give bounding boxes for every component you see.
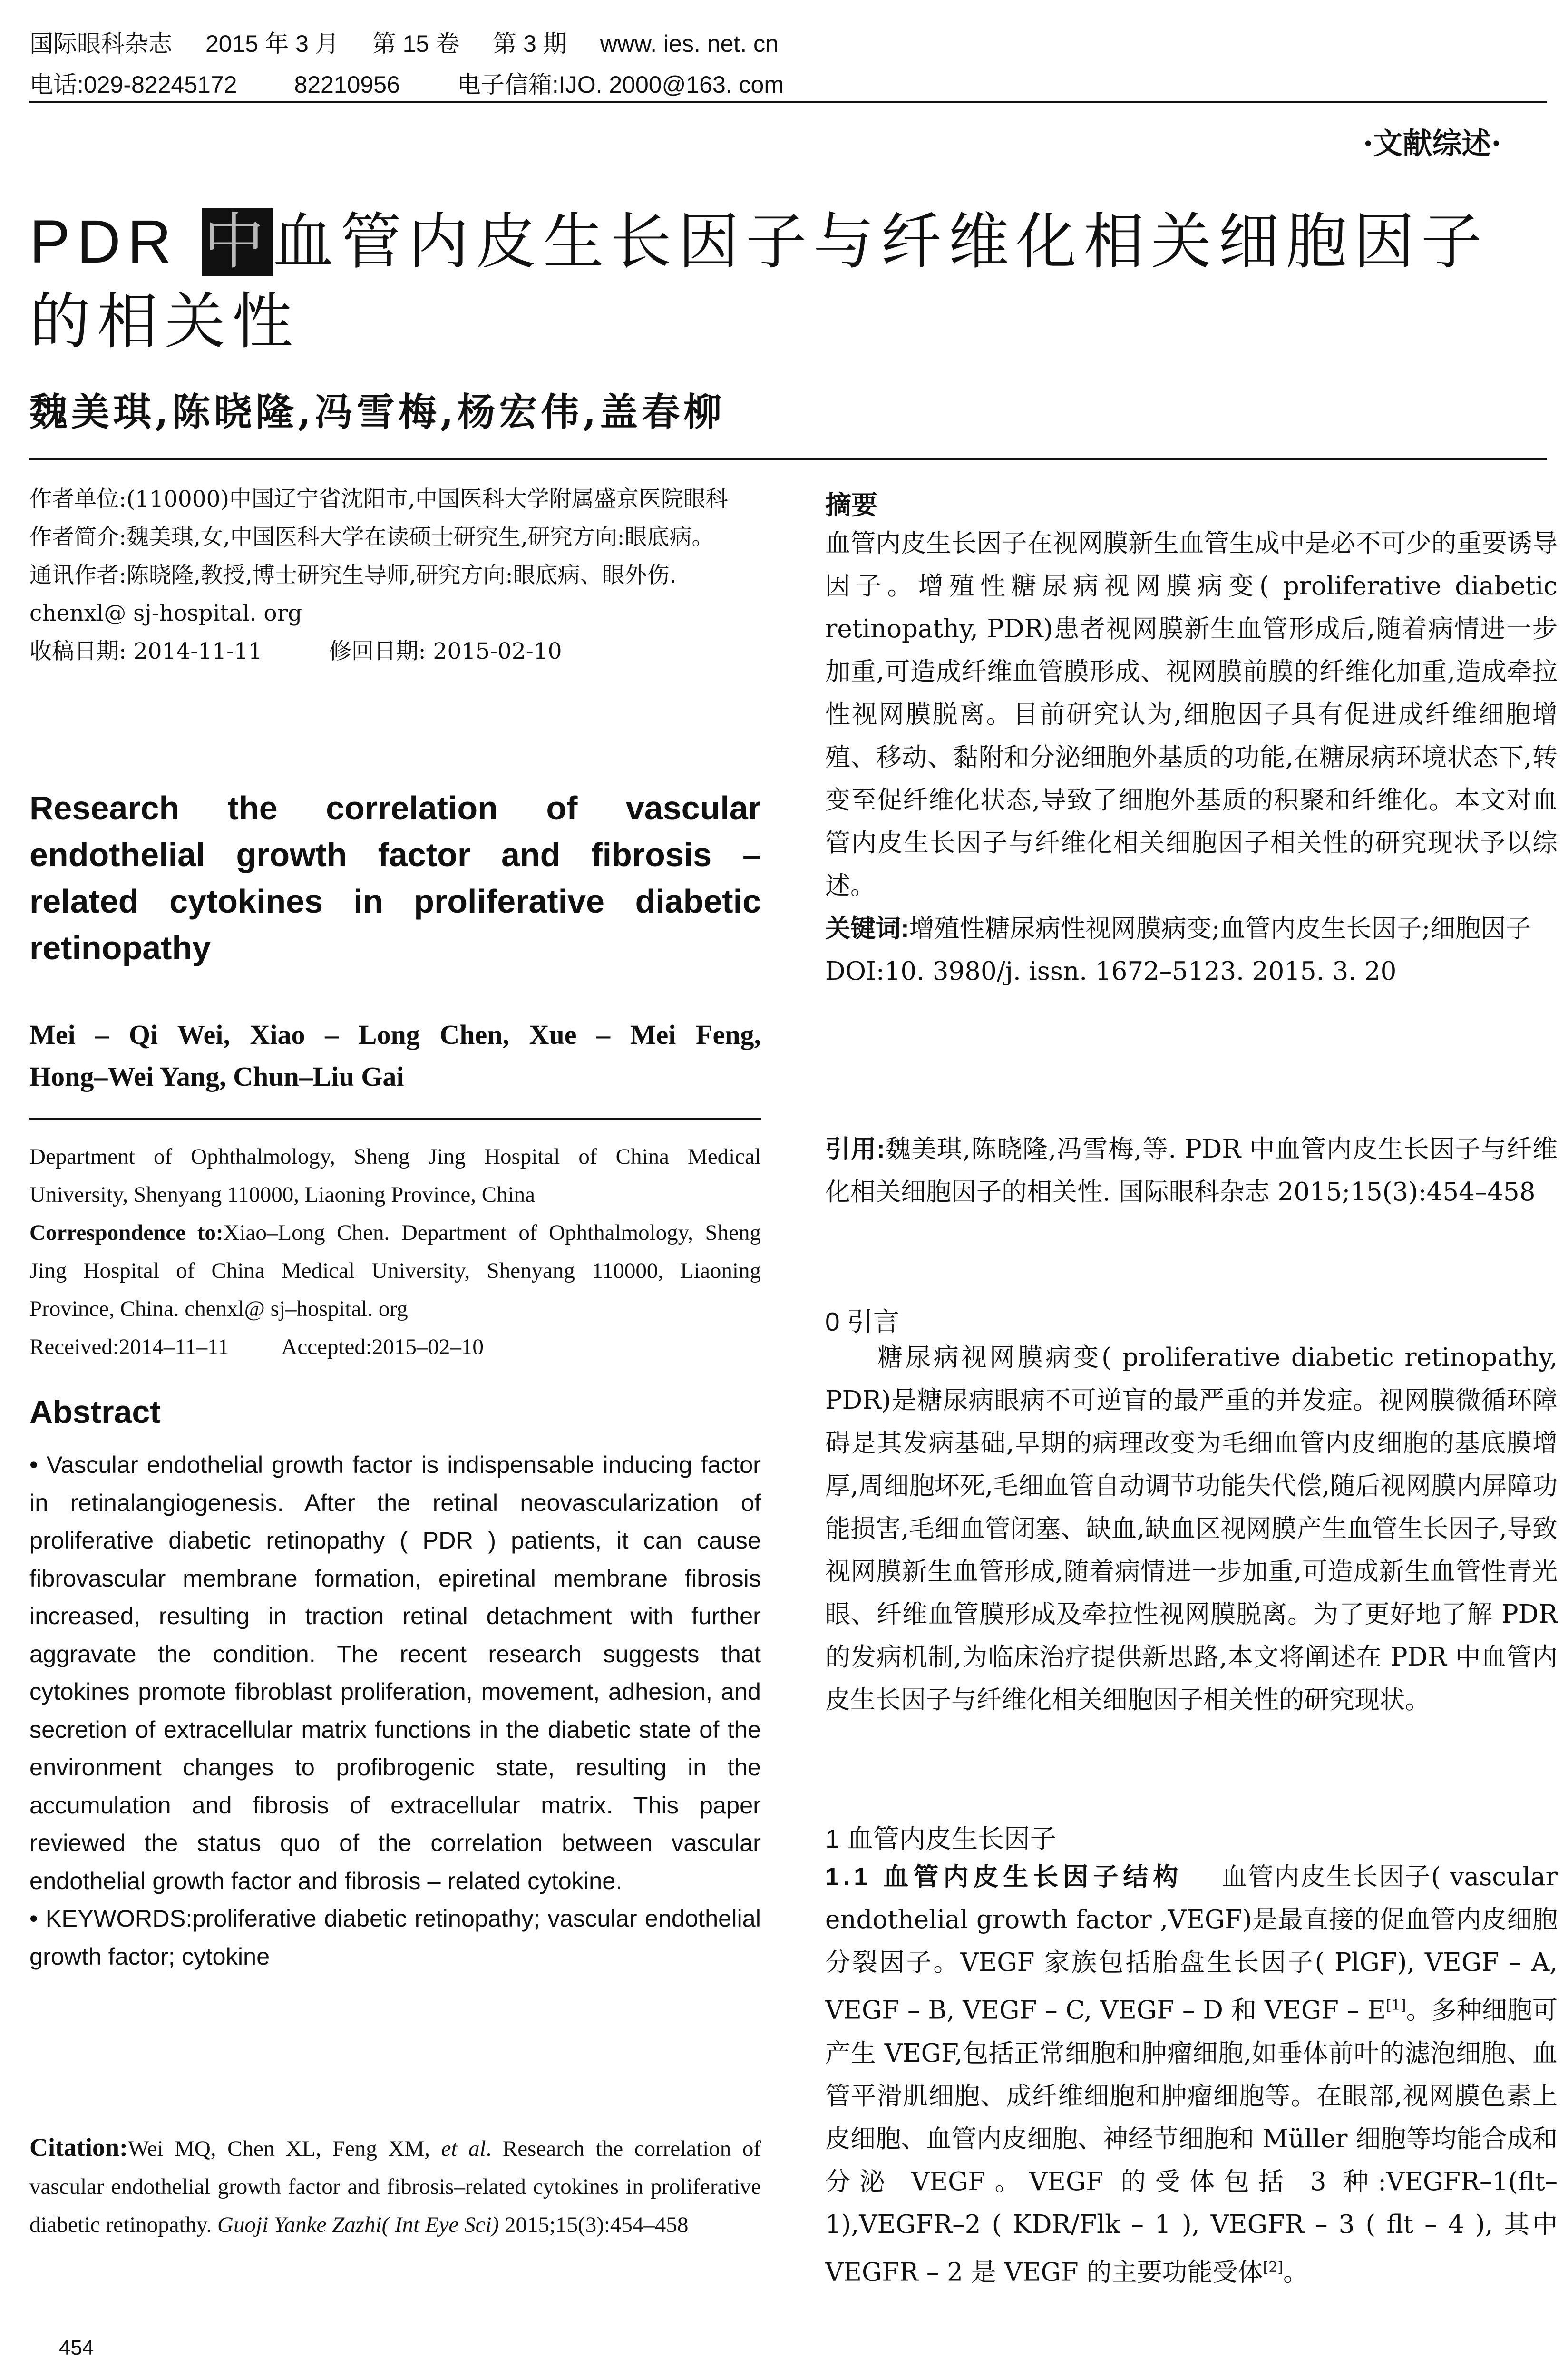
citation-en-text1: Wei MQ, Chen XL, Feng XM, — [127, 2136, 441, 2161]
section1-paragraph — [825, 1856, 1558, 2294]
issue-date: 2015 年 3 月 — [205, 30, 339, 57]
volume: 第 15 卷 — [372, 30, 460, 57]
english-authors-line1: Mei – Qi Wei, Xiao – Long Chen, Xue – Mei Feng, — [29, 1019, 761, 1050]
section1-text-a: 血管内皮生长因子( vascular endothelial growth factor ,VEGF)是最直接的促血管内皮细胞分裂因子。VEGF 家族包括胎盘生长因子( PlGF), VEGF – A, VEGF – B, VEGF – C, VEGF – D 和 VEGF – E — [825, 1862, 1558, 2025]
title-rest: 血管内皮生长因子与纤维化相关细胞因子的相关性 — [29, 208, 1489, 356]
citation-en-etal: et al — [441, 2136, 486, 2161]
issue: 第 3 期 — [493, 30, 567, 57]
ref-1: [1] — [1386, 1997, 1406, 2014]
header-rule — [29, 101, 1547, 103]
keywords-label: 关键词: — [825, 915, 909, 943]
authors-rule — [29, 458, 1547, 460]
correspondence-label: Correspondence to: — [29, 1220, 224, 1245]
page-number: 454 — [59, 2336, 94, 2359]
english-dept: Department of Ophthalmology, Sheng Jing Hospital of China Medical University, Shenyang 110000, Liaoning Province, China — [29, 1144, 761, 1207]
ref-2: [2] — [1263, 2259, 1284, 2276]
doi: DOI:10. 3980/j. issn. 1672–5123. 2015. 3. 20 — [825, 957, 1397, 986]
abstract-cn-body: 血管内皮生长因子在视网膜新生血管生成中是必不可少的重要诱导因子。增殖性糖尿病视网膜病变( proliferative diabetic retinopathy, PDR)患者视网膜新生血管形成后,随着病情进一步加重,可造成纤维血管膜形成、视网膜前膜的纤维化加重,造成牵拉性视网膜脱离。目前研究认为,细胞因子具有促进成纤维细胞增殖、移动、黏附和分泌细胞外基质的功能,在糖尿病环境状态下,转变至促纤维化状态,导致了细胞外基质的积聚和纤维化。本文对血管内皮生长因子与纤维化相关细胞因子相关性的研究现状予以综述。 — [825, 529, 1558, 900]
citation-en-journal: Guoji Yanke Zazhi( Int Eye Sci) — [217, 2212, 499, 2237]
article-title — [29, 202, 1547, 362]
abstract-heading: Abstract — [29, 1394, 161, 1430]
authors-en-rule — [29, 1118, 761, 1120]
intro-paragraph: 糖尿病视网膜病变( proliferative diabetic retinopathy, PDR)是糖尿病眼病不可逆盲的最严重的并发症。视网膜微循环障碍是其发病基础,早期的病理改变为毛细血管内皮细胞的基底膜增厚,周细胞坏死,毛细血管自动调节功能失代偿,随后视网膜内屏障功能损害,毛细血管闭塞、缺血,缺血区视网膜产生血管生长因子,导致视网膜新生血管形成,随着病情进一步加重,可造成新生血管性青光眼、纤维血管膜形成及牵拉性视网膜脱离。为了更好地了解 PDR 的发病机制,为临床治疗提供新思路,本文将阐述在 PDR 中血管内皮生长因子与纤维化相关细胞因子相关性的研究现状。 — [825, 1343, 1558, 1715]
keywords-cn: 增殖性糖尿病性视网膜病变;血管内皮生长因子;细胞因子 — [909, 914, 1531, 943]
section1-text-b: 。多种细胞可产生 VEGF,包括正常细胞和肿瘤细胞,如垂体前叶的滤泡细胞、血管平滑肌细胞、成纤维细胞和肿瘤细胞等。在眼部,视网膜色素上皮细胞、血管内皮细胞、神经节细胞和 Müller 细胞等均能合成和分泌 VEGF。VEGF 的受体包括 3 种:VEGFR–1(flt–1),VEGFR–2 ( KDR/Flk – 1 ), VEGFR – 3 ( flt – 4 ), 其中 VEGFR – 2 是 VEGF 的主要功能受体 — [825, 1996, 1558, 2287]
citation-en — [29, 2128, 761, 2244]
abstract-cn-heading: 摘要 — [825, 490, 878, 520]
authors-cn: 魏美琪,陈晓隆,冯雪梅,杨宏伟,盖春柳 — [29, 390, 726, 434]
abstract-cn — [825, 522, 1558, 993]
citation-cn — [825, 1128, 1558, 1214]
received-date: 收稿日期: 2014-11-11 — [29, 638, 263, 664]
phone2: 82210956 — [294, 71, 400, 98]
english-authors-line2: Hong–Wei Yang, Chun–Liu Gai — [29, 1061, 404, 1092]
corresponding-author: 通讯作者:陈晓隆,教授,博士研究生导师,研究方向:眼底病、眼外伤. chenxl@ sj-hospital. org — [29, 562, 677, 626]
section1-text-c: 。 — [1283, 2258, 1309, 2287]
dates — [29, 633, 761, 671]
english-correspondence — [29, 1214, 761, 1328]
phone: 电话:029-82245172 — [29, 71, 237, 98]
english-authors — [29, 1014, 761, 1098]
citation-en-label: Citation: — [29, 2133, 128, 2162]
subsection-heading: 1.1 血管内皮生长因子结构 — [825, 1863, 1183, 1891]
running-header-line2 — [29, 66, 841, 100]
abstract-en-body: • Vascular endothelial growth factor is indispensable inducing factor in retinalangiogenesis. After the retinal neovascularization of proliferative diabetic retinopathy ( PDR ) patients, it can cause fibrovascular membrane formation, epiretinal membrane fibrosis increased, resulting in traction retinal detachment with further aggravate the condition. The recent research suggests that cytokines promote fibroblast proliferation, movement, adhesion, and secretion of extracellular matrix functions in the diabetic state of the environment changes to profibrogenic state, resulting in the accumulation and fibrosis of extracellular matrix. This paper reviewed the status quo of the correlation between vascular endothelial growth factor and fibrosis – related cytokine. — [29, 1451, 761, 1894]
english-dates — [29, 1328, 761, 1366]
intro-heading: 0 引言 — [825, 1307, 899, 1336]
author-intro: 作者简介:魏美琪,女,中国医科大学在读硕士研究生,研究方向:眼底病。 — [29, 524, 714, 550]
english-accepted: Accepted:2015–02–10 — [281, 1335, 484, 1359]
journal-name: 国际眼科杂志 — [29, 30, 172, 57]
citation-en-text3: 2015;15(3):454–458 — [499, 2212, 689, 2237]
citation-cn-label: 引用: — [825, 1135, 885, 1163]
affiliation-block — [29, 480, 761, 671]
website: www. ies. net. cn — [600, 30, 779, 57]
citation-cn-text: 魏美琪,陈晓隆,冯雪梅,等. PDR 中血管内皮生长因子与纤维化相关细胞因子的相关性. 国际眼科杂志 2015;15(3):454–458 — [825, 1135, 1558, 1207]
english-affiliation — [29, 1138, 761, 1366]
affiliation-unit: 作者单位:(110000)中国辽宁省沈阳市,中国医科大学附属盛京医院眼科 — [29, 486, 728, 512]
revised-date: 修回日期: 2015-02-10 — [329, 638, 562, 664]
abstract-en — [29, 1446, 761, 1975]
running-header-line1 — [29, 25, 812, 59]
title-highlight: 中 — [202, 208, 273, 276]
abstract-en-keywords: • KEYWORDS:proliferative diabetic retinopathy; vascular endothelial growth factor; cytokine — [29, 1905, 761, 1970]
citation-en-text2: . Research the correlation of vascular endothelial growth factor and fibrosis–related cytokines in proliferative diabetic retinopathy. — [29, 2136, 761, 2237]
english-received: Received:2014–11–11 — [29, 1335, 229, 1359]
section1-heading: 1 血管内皮生长因子 — [825, 1824, 1056, 1853]
title-pre: PDR — [29, 208, 202, 276]
english-title: Research the correlation of vascular endothelial growth factor and fibrosis – related cytokines in proliferative diabetic retinopathy — [29, 789, 761, 966]
email: 电子信箱:IJO. 2000@163. com — [457, 71, 784, 98]
correspondence-text: Xiao–Long Chen. Department of Ophthalmology, Sheng Jing Hospital of China Medical University, Shenyang 110000, Liaoning Province, China. chenxl@ sj–hospital. org — [29, 1220, 761, 1321]
section-tag: ·文献综述· — [1363, 126, 1501, 161]
abstract-cn-keywords — [825, 907, 1558, 950]
